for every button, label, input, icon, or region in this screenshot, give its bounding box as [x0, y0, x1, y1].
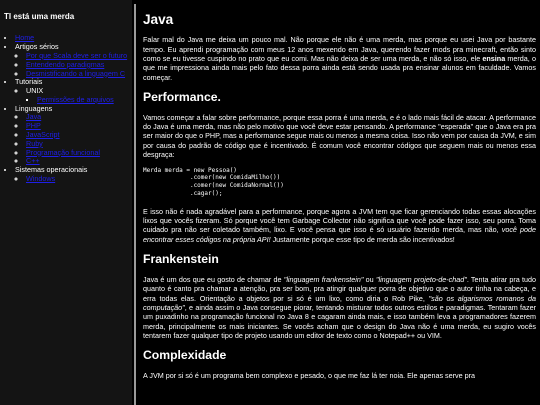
- nav-link-ruby[interactable]: Ruby: [26, 138, 43, 148]
- nav-group-label: Tutoriais: [15, 77, 43, 87]
- nav-link-windows[interactable]: Windows: [26, 173, 56, 183]
- section-heading-complexidade: Complexidade: [143, 348, 227, 363]
- text-span: ou: [363, 274, 376, 284]
- text-span: merda, o que me impressiona ainda mais pelo fato dessa porra ainda está sendo usada pra ensinar alunos em faculdade. Vamos começar.: [143, 54, 536, 82]
- nav-link-permissoes[interactable]: Permissões de arquivos: [37, 94, 114, 104]
- code-block: Merda merda = new Pessoa() .comer(new ComidaMilho()) .comer(new ComidaNormal()) .cagar();: [143, 166, 284, 197]
- italic-text: "linguagem projeto-de-chad": [375, 274, 467, 284]
- site-title: TI está uma merda: [4, 12, 75, 21]
- italic-text: "linguagem frankenstein": [283, 274, 364, 284]
- frankenstein-paragraph: [143, 275, 536, 341]
- page-title: Java: [143, 12, 174, 27]
- intro-paragraph: [143, 35, 536, 82]
- nav-group-label: UNIX: [26, 86, 44, 96]
- italic-text: você pode encontrar esses códigos na própria API!: [143, 225, 536, 244]
- nav-group-artigos: [15, 43, 132, 78]
- nav-sublist: [15, 175, 132, 184]
- text-span: Falar mal do Java me deixa um pouco mal. Não porque ele não é uma merda, mas porque eu usei Java por bastante tempo. Eu aprendi programação com meus 12 anos mexendo em Java, querendo fazer mods pra minecraft, então sinto como se eu tivesse cuspindo no prato que eu comi. Mas não deixa de ser uma merda, e não só isso, ele: [143, 35, 536, 64]
- performance-paragraph-1: Vamos começar a falar sobre performance, porque essa porra é uma merda, e é o lado mais fácil de atacar. A performance do Java é uma merda, mas não pelo motivo que você deve estar pensando. A performance "esperada" que o Java era pra ser maior do que o PHP, mas a performance segue mais ou menos a mesma coisa. Isso não vem por causa da JVM, e sim por causa do padrão de código que é incentivado. É comum você encontrar códigos que seguem mais ou menos essa desgraça:: [143, 112, 536, 160]
- complexity-paragraph: A JVM por si só é um programa bem complexo e pesado, o que me faz lá ter noia. Ele apenas serve pra: [143, 370, 475, 380]
- nav-list: [4, 34, 132, 183]
- nav-link-c[interactable]: Desmistificando a linguagem C: [26, 68, 126, 78]
- performance-paragraph-2: [143, 207, 536, 244]
- nav-group-label: Linguagens: [15, 103, 53, 113]
- text-span: , e ainda assim o Java consegue piorar, tentando misturar todos outros estilos e paradigmas. Tentaram fazer um puxadinho na programação funcional no Java 8 e cagaram ainda mais, e isso também leva a programadores fazerem merda, principalmente os mais iniciantes. Se vocês acham que o design do Java não é uma merda, eu sugiro vocês tentarem fazer qualquer tipo de projeto usando um editor de texto como o Notepad++ ou VIM.: [143, 302, 536, 340]
- nav-group-unix: [26, 87, 132, 105]
- sidebar-divider: [134, 4, 136, 405]
- italic-text: "são os algarismos romanos da computação": [143, 293, 536, 312]
- article-content: [143, 0, 536, 405]
- text-span: Justamente porque esse tipo de merda são incentivados!: [270, 234, 455, 244]
- section-heading-frankenstein: Frankenstein: [143, 252, 219, 267]
- nav-group-label: Artigos sérios: [15, 42, 59, 52]
- nav-group-sistemas: [15, 166, 132, 184]
- nav-sublist: [15, 113, 132, 166]
- nav-item: [26, 149, 132, 158]
- nav-group-linguagens: [15, 105, 132, 166]
- text-span: . Tenta atirar pra tudo quanto é canto pra chamar a atenção, pra ser bom, pra atingir qualquer porra de objetivo que o autor tinha na cabeça, e erra todas elas. Orientação a objetos por si só é um lixo, como diria o Rob Pike,: [143, 274, 536, 303]
- nav-link-home[interactable]: Home: [15, 33, 35, 43]
- nav-group-label: Sistemas operacionais: [15, 165, 88, 175]
- nav-link-scala[interactable]: Por que Scala deve ser o futuro: [26, 50, 128, 60]
- nav-sublist: [15, 52, 132, 78]
- nav-sublist: [15, 87, 132, 105]
- nav-item: [26, 113, 132, 122]
- nav-group-tutoriais: [15, 78, 132, 104]
- nav-link-php[interactable]: PHP: [26, 121, 41, 131]
- nav-link-paradigmas[interactable]: Entendendo paradigmas: [26, 59, 105, 69]
- nav-link-java[interactable]: Java: [26, 112, 42, 122]
- sidebar: [0, 0, 132, 405]
- nav-link-funcional[interactable]: Programação funcional: [26, 147, 100, 157]
- emphasis-text: ensina: [482, 54, 506, 64]
- nav-item: [26, 175, 132, 184]
- text-span: E isso não é nada agradável para a performance, porque agora a JVM tem que ficar gerenciando todas essas alocações lixos que vocês fizeram. Só porque você tem Garbage Collector não significa que você pode fazer isso, seu porra. Toma cuidado pra não ser coletado também, lixo. E você pensa que isso é só usuário fazendo merda, mas não,: [143, 206, 536, 235]
- text-span: Java é um dos que eu gosto de chamar de: [143, 274, 284, 284]
- nav-link-cpp[interactable]: C++: [26, 156, 40, 166]
- nav-link-javascript[interactable]: JavaScript: [26, 129, 60, 139]
- section-heading-performance: Performance.: [143, 90, 221, 105]
